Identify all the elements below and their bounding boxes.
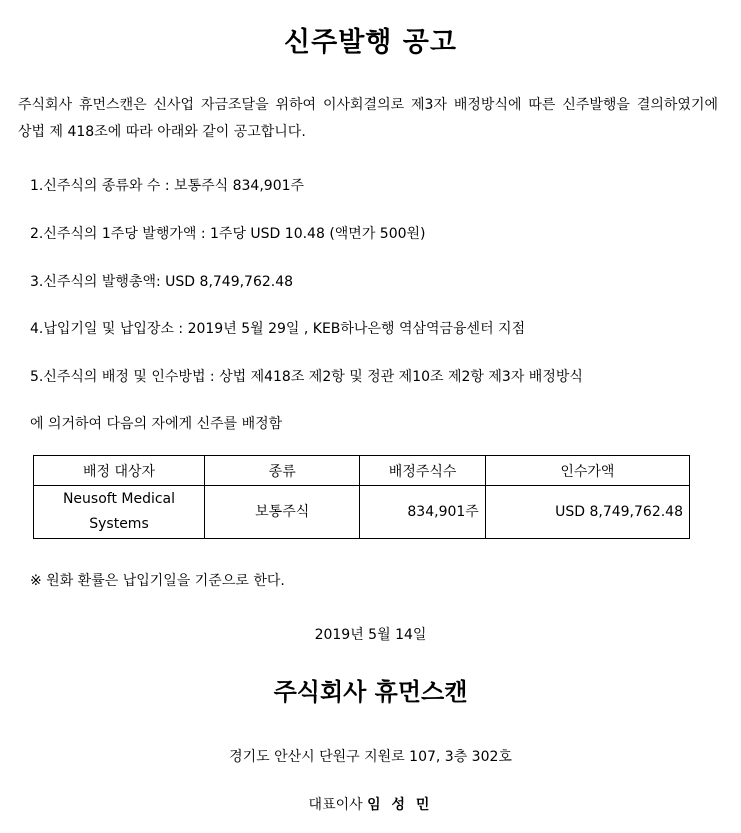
cell-amount: USD 8,749,762.48 xyxy=(485,486,689,539)
exchange-rate-note: ※ 원화 환률은 납입기일을 기준으로 한다. xyxy=(30,573,285,589)
table-row xyxy=(34,486,690,539)
item-total-issue-amount: 3.신주식의 발행총액: USD 8,749,762.48 xyxy=(30,274,294,290)
item-share-type-count: 1.신주식의 종류와 수 : 보통주식 834,901주 xyxy=(30,178,305,194)
cell-type: 보통주식 xyxy=(204,486,359,539)
recipient-line-2: Systems xyxy=(89,516,149,532)
representative-title: 대표이사 xyxy=(308,797,363,813)
intro-paragraph: 주식회사 휴먼스캔은 신사업 자금조달을 위하여 이사회결의로 제3자 배정방식에 따른 신주발행을 결의하였기에 상법 제 418조에 따라 아래와 같이 공고합니다. xyxy=(18,97,718,140)
item-payment-date-place: 4.납입기일 및 납입장소 : 2019년 5월 29일 , KEB하나은행 역삼역금융센터 지점 xyxy=(30,321,526,337)
item-issue-price: 2.신주식의 1주당 발행가액 : 1주당 USD 10.48 (액면가 500원) xyxy=(30,226,426,242)
document-title: 신주발행 공고 xyxy=(284,27,457,58)
item-allocation-continuation: 에 의거하여 다음의 자에게 신주를 배정함 xyxy=(30,416,283,432)
header-shares: 배정주식수 xyxy=(360,456,485,486)
header-recipient: 배정 대상자 xyxy=(34,456,205,486)
allocation-table xyxy=(33,455,690,539)
header-type: 종류 xyxy=(204,456,359,486)
company-name: 주식회사 휴먼스캔 xyxy=(273,678,468,706)
company-address: 경기도 안산시 단원구 지원로 107, 3층 302호 xyxy=(229,749,512,765)
cell-shares: 834,901주 xyxy=(360,486,485,539)
table-header-row xyxy=(34,456,690,486)
header-amount: 인수가액 xyxy=(485,456,689,486)
announcement-date: 2019년 5월 14일 xyxy=(314,627,427,643)
recipient-line-1: Neusoft Medical xyxy=(62,491,176,507)
representative-line xyxy=(0,794,741,814)
representative-name: 임 성 민 xyxy=(367,797,433,813)
item-allocation-method: 5.신주식의 배정 및 인수방법 : 상법 제418조 제2항 및 정관 제10조 제2항 제3자 배정방식 xyxy=(30,369,583,385)
cell-recipient xyxy=(34,486,205,539)
